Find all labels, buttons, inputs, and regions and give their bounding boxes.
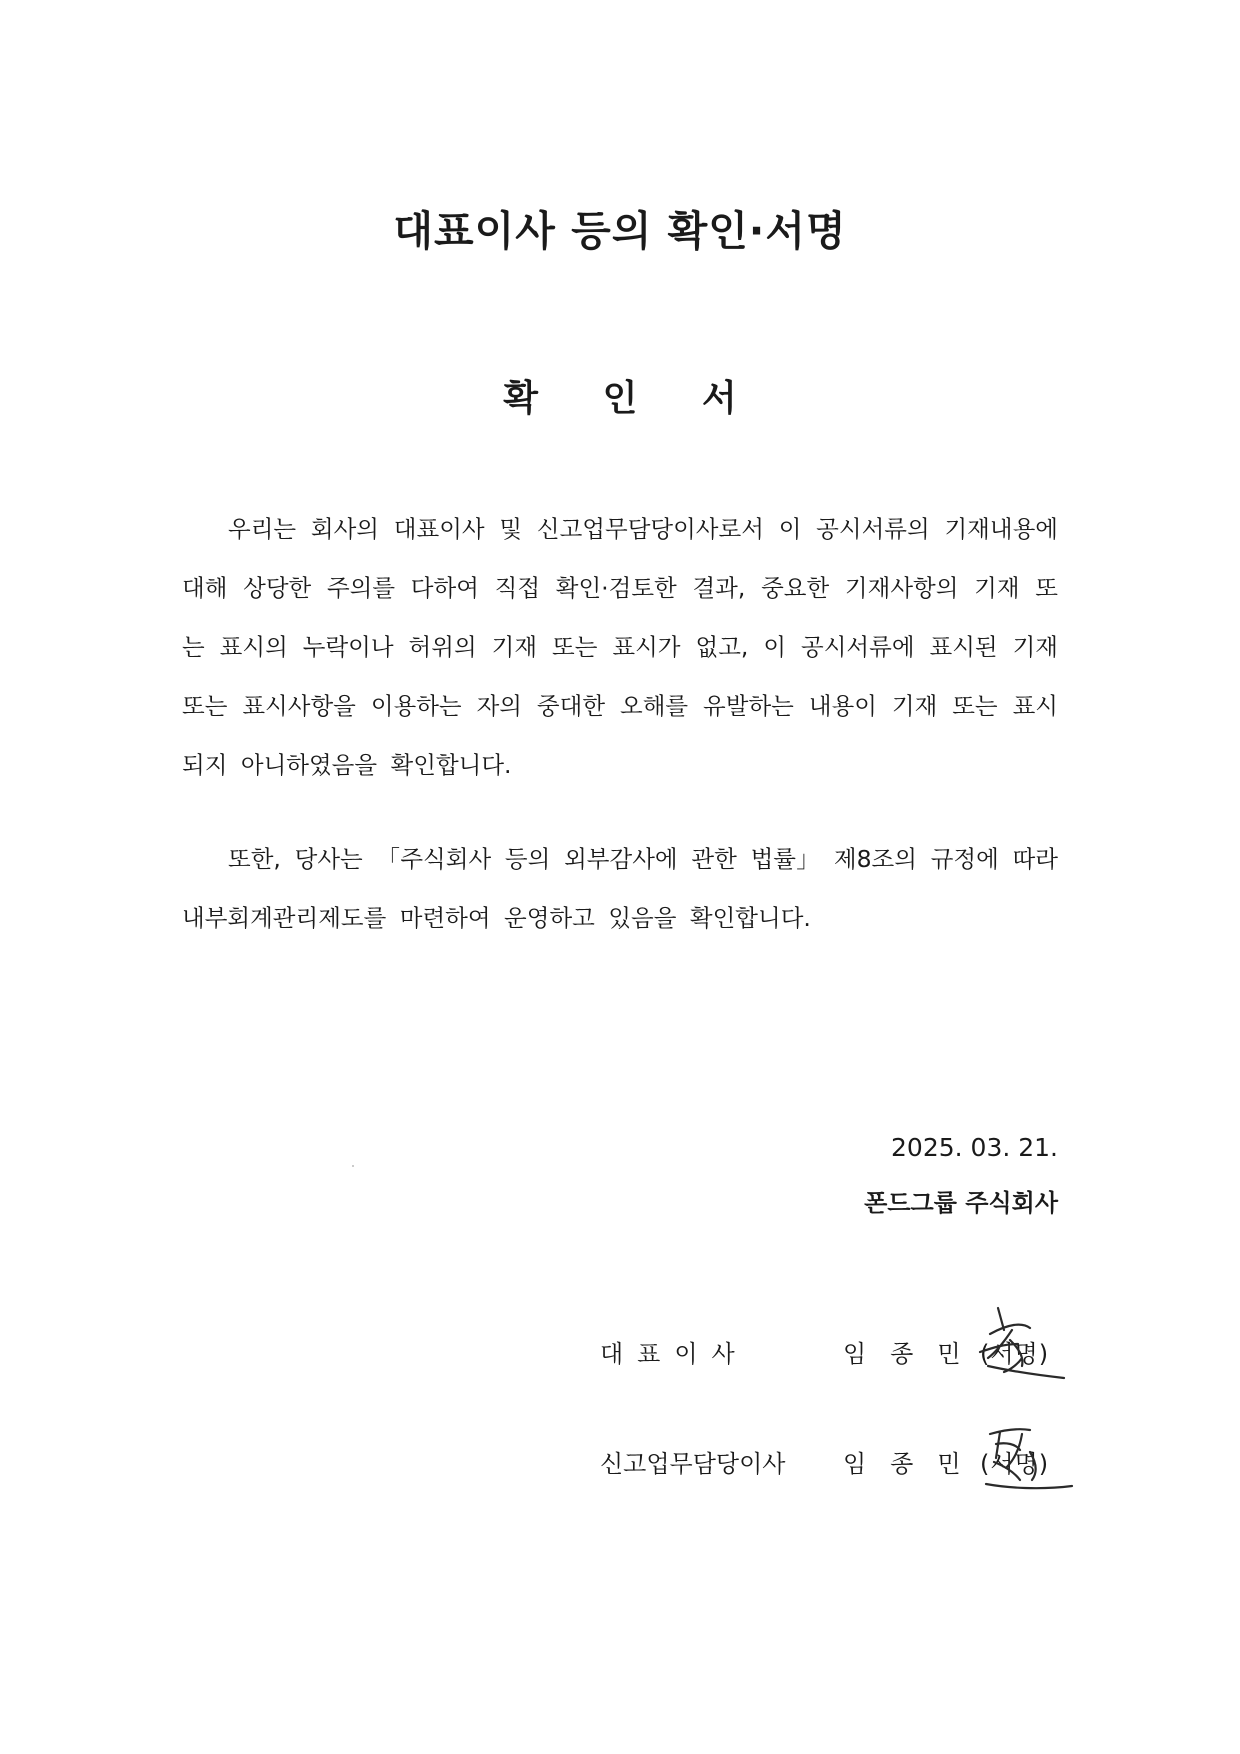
signature-row-ceo [600,1334,1100,1374]
page-title: 대표이사 등의 확인·서명 [393,207,847,255]
signer-role: 신고업무담당이사 [600,1450,786,1478]
company-name: 폰드그룹 주식회사 [864,1189,1058,1217]
signer-name: 임종민 [843,1340,985,1368]
internal-control-paragraph: 또한, 당사는 「주식회사 등의 외부감사에 관한 법률」 제8조의 규정에 따라 내부회계관리제도를 마련하여 운영하고 있음을 확인합니다. [182,845,1058,932]
signer-name: 임종민 [843,1450,985,1478]
signature-row-disclosure-officer [600,1444,1100,1484]
signer-role: 대표이사 [600,1340,749,1368]
signature-mark-label: (서명) [980,1450,1050,1478]
signature-mark-label: (서명) [980,1340,1050,1368]
confirmation-paragraph: 우리는 회사의 대표이사 및 신고업무담당이사로서 이 공시서류의 기재내용에 대해 상당한 주의를 다하여 직접 확인·검토한 결과, 중요한 기재사항의 기재 또는 표시의 누락이나 허위의 기재 또는 표시가 없고, 이 공시서류에 표시된 기재 또는 표시사항을 이용하는 자의 중대한 오해를 유발하는 내용이 기재 또는 표시되지 아니하였음을 확인합니다. [182,515,1058,779]
document-subtitle: 확 인 서 [503,378,763,419]
document-date: 2025. 03. 21. [891,1133,1058,1162]
scan-speck [352,1165,354,1167]
